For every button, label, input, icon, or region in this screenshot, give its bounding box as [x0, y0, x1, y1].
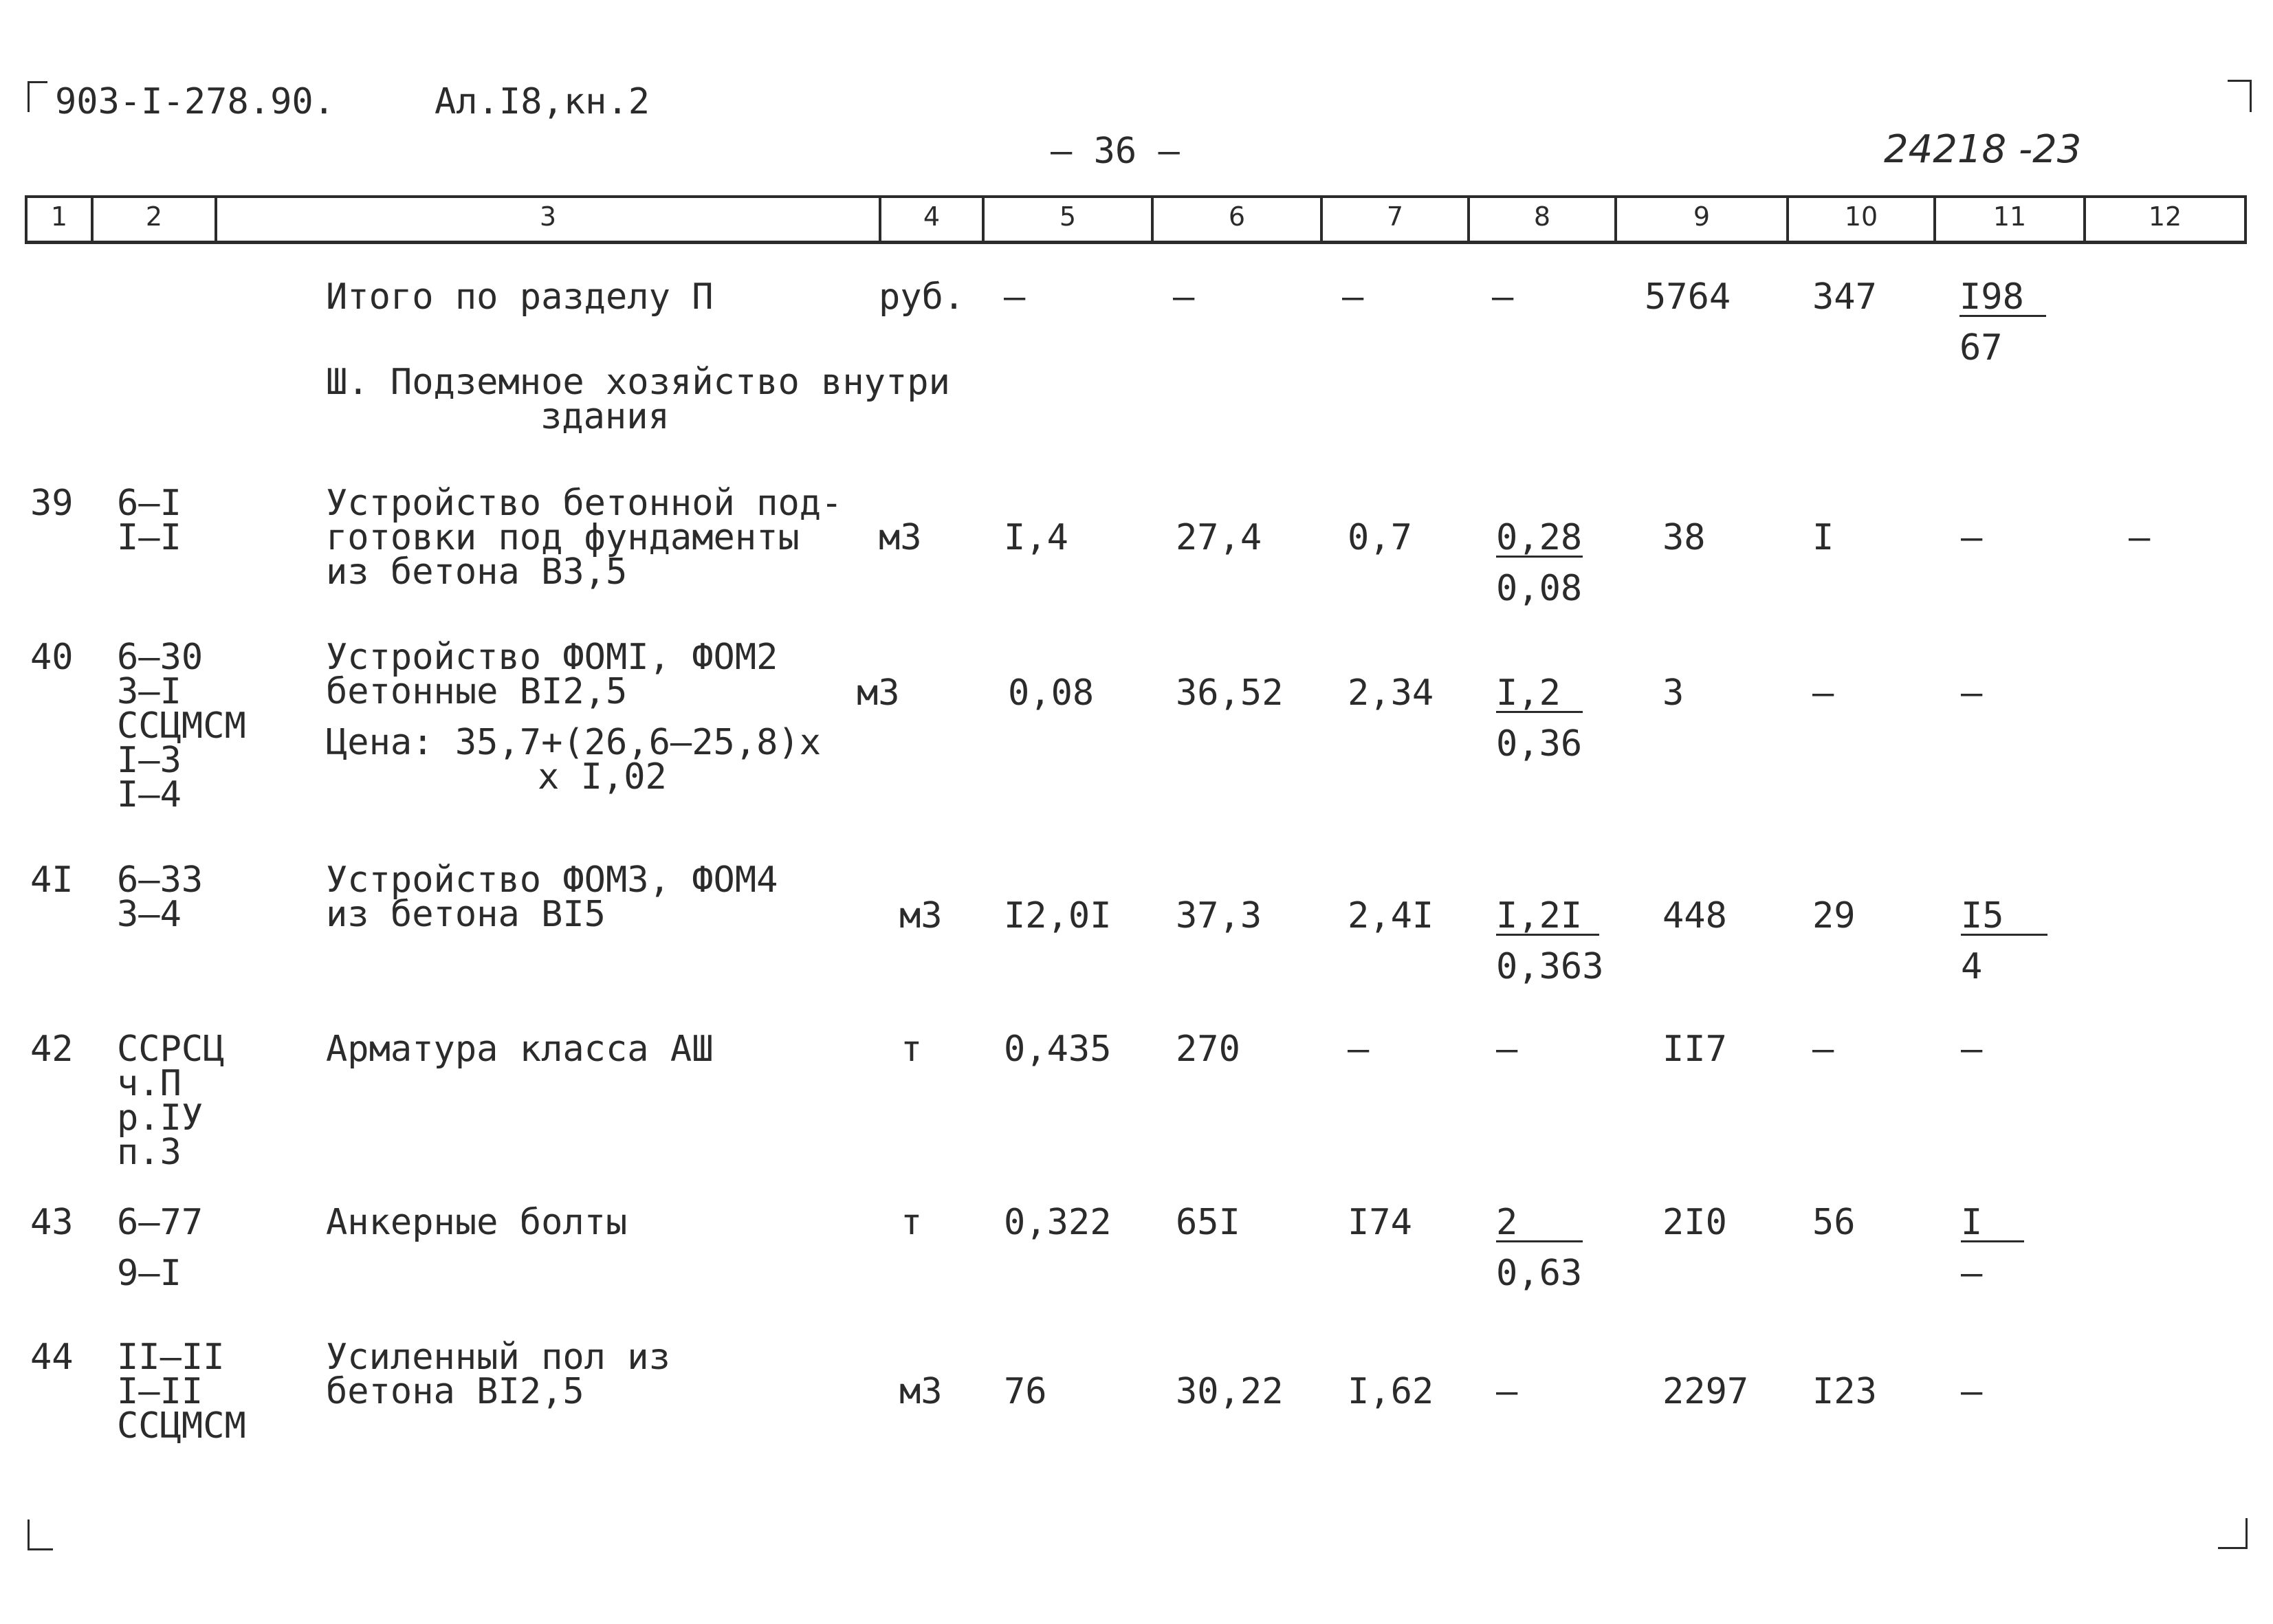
col-divider — [2244, 195, 2247, 243]
row-43-col10: 56 — [1812, 1202, 1856, 1243]
row-42-col5: 0,435 — [1004, 1029, 1112, 1070]
row-42-col7: – — [1348, 1029, 1370, 1070]
row-40-col9: 3 — [1662, 672, 1684, 714]
column-header-3: 3 — [539, 201, 557, 232]
summary-col11-top: I98 — [1959, 279, 2046, 317]
row-39-code-line2: I–I — [117, 517, 182, 558]
row-39-desc-line3: из бетона В3,5 — [326, 551, 628, 593]
row-40-code-line4: I–3 — [117, 740, 182, 781]
row-41-unit: м3 — [899, 895, 943, 936]
row-40-code-line2: 3–I — [117, 671, 182, 712]
summary-col5: – — [1004, 276, 1026, 318]
column-header-12: 12 — [2148, 201, 2182, 232]
row-43-number: 43 — [30, 1202, 74, 1243]
row-39-desc-line1: Устройство бетонной под- — [326, 483, 843, 524]
column-header-10: 10 — [1844, 201, 1878, 232]
row-42-col8: – — [1496, 1029, 1518, 1070]
row-44-col7: I,62 — [1348, 1371, 1434, 1412]
row-39-col9: 38 — [1662, 517, 1706, 558]
row-41-number: 4I — [30, 859, 74, 901]
row-40-price-line1: Цена: 35,7+(26,6–25,8)х — [326, 722, 822, 763]
row-44-col5: 76 — [1004, 1371, 1047, 1412]
row-40-code-line1: 6–30 — [117, 637, 204, 678]
row-42-desc-line1: Арматура класса АШ — [326, 1029, 714, 1070]
row-42-code-line4: п.3 — [117, 1132, 182, 1173]
row-44-col9: 2297 — [1662, 1371, 1749, 1412]
summary-col10: 347 — [1812, 276, 1877, 318]
row-41-col6: 37,3 — [1176, 895, 1262, 936]
summary-col11-bottom: 67 — [1959, 327, 2003, 369]
row-42-col9: II7 — [1662, 1029, 1727, 1070]
row-44-col8: – — [1496, 1371, 1518, 1412]
row-43-col9: 2I0 — [1662, 1202, 1727, 1243]
row-41-col9: 448 — [1662, 895, 1727, 936]
row-40-number: 40 — [30, 637, 74, 678]
column-header-2: 2 — [145, 201, 163, 232]
row-39-desc-line2: готовки под фундаменты — [326, 517, 800, 558]
row-42-col10: – — [1812, 1029, 1834, 1070]
column-header-1: 1 — [50, 201, 68, 232]
row-43-col8-bottom: 0,63 — [1496, 1253, 1583, 1294]
row-41-code-line1: 6–33 — [117, 859, 204, 901]
row-41-col11-top: I5 — [1961, 898, 2047, 936]
row-39-col5: I,4 — [1004, 517, 1068, 558]
row-39-col10: I — [1812, 517, 1834, 558]
row-42-code-line3: р.IУ — [117, 1097, 204, 1139]
header-bottom-border — [25, 241, 2247, 244]
row-43-col6: 65I — [1176, 1202, 1240, 1243]
summary-col6: – — [1173, 276, 1195, 318]
row-40-col11: – — [1961, 672, 1983, 714]
row-43-code-line1: 6–77 — [117, 1202, 204, 1243]
summary-col7: – — [1342, 276, 1364, 318]
row-44-col6: 30,22 — [1176, 1371, 1284, 1412]
document-code: 903-I-278.90. — [55, 81, 335, 122]
row-42-number: 42 — [30, 1029, 74, 1070]
column-header-9: 9 — [1693, 201, 1711, 232]
page-number: — 36 — — [1051, 131, 1180, 172]
row-44-col11: – — [1961, 1371, 1983, 1412]
row-44-number: 44 — [30, 1337, 74, 1378]
row-40-col7: 2,34 — [1348, 672, 1434, 714]
column-header-11: 11 — [1992, 201, 2027, 232]
row-43-col7: I74 — [1348, 1202, 1412, 1243]
corner-mark-top-left — [28, 81, 47, 112]
column-header-6: 6 — [1228, 201, 1246, 232]
corner-mark-bottom-right — [2218, 1518, 2248, 1549]
column-header-5: 5 — [1059, 201, 1077, 232]
row-42-code-line1: ССРСЦ — [117, 1029, 225, 1070]
row-40-desc-line2: бетонные ВI2,5 — [326, 671, 628, 712]
row-40-col6: 36,52 — [1176, 672, 1284, 714]
row-40-desc-line1: Устройство ФОМI, ФОМ2 — [326, 637, 778, 678]
row-39-col11: – — [1961, 517, 1983, 558]
row-40-code-line3: ССЦМСМ — [117, 705, 246, 747]
row-40-col8-bottom: 0,36 — [1496, 723, 1583, 765]
row-43-col11-bottom: – — [1961, 1253, 1983, 1294]
row-42-code-line2: ч.П — [117, 1063, 182, 1104]
row-44-desc-line2: бетона ВI2,5 — [326, 1371, 584, 1412]
row-39-code-line1: 6–I — [117, 483, 182, 524]
row-43-desc-line1: Анкерные болты — [326, 1202, 628, 1243]
row-43-col8-top: 2 — [1496, 1205, 1583, 1242]
row-43-col5: 0,322 — [1004, 1202, 1112, 1243]
row-40-unit: м3 — [857, 672, 900, 714]
handwritten-number: 24218 -23 — [1884, 127, 2082, 172]
row-44-code-line1: II–II — [117, 1337, 225, 1378]
corner-mark-bottom-left — [28, 1519, 53, 1550]
row-41-desc-line1: Устройство ФОМ3, ФОМ4 — [326, 859, 778, 901]
row-40-price-line2: х I,02 — [538, 756, 667, 798]
row-44-col10: I23 — [1812, 1371, 1877, 1412]
row-41-col5: I2,0I — [1004, 895, 1112, 936]
row-42-unit: т — [901, 1029, 923, 1070]
row-39-col12: – — [2129, 517, 2151, 558]
row-44-code-line3: ССЦМСМ — [117, 1405, 246, 1447]
row-41-col10: 29 — [1812, 895, 1856, 936]
row-41-col7: 2,4I — [1348, 895, 1434, 936]
summary-unit: руб. — [879, 276, 965, 318]
row-39-col8-bottom: 0,08 — [1496, 568, 1583, 609]
row-39-col6: 27,4 — [1176, 517, 1262, 558]
row-43-code-line2: 9–I — [117, 1253, 182, 1294]
row-44-code-line2: I–II — [117, 1371, 204, 1412]
row-41-col8-bottom: 0,363 — [1496, 946, 1604, 987]
row-39-col7: 0,7 — [1348, 517, 1412, 558]
sheet-reference: Ал.I8,кн.2 — [435, 81, 650, 122]
summary-label: Итого по разделу П — [326, 276, 714, 318]
header-top-border — [25, 195, 2247, 198]
row-43-col11-top: I — [1961, 1205, 2024, 1242]
row-41-desc-line2: из бетона ВI5 — [326, 894, 606, 935]
row-41-col11-bottom: 4 — [1961, 946, 1983, 987]
corner-mark-top-right — [2228, 80, 2252, 112]
summary-col9: 5764 — [1645, 276, 1731, 318]
row-41-code-line2: 3–4 — [117, 894, 182, 935]
row-43-unit: т — [901, 1202, 923, 1243]
row-39-number: 39 — [30, 483, 74, 524]
row-40-col8-top: I,2 — [1496, 675, 1583, 713]
summary-col8: – — [1492, 276, 1514, 318]
row-40-col5: 0,08 — [1008, 672, 1095, 714]
row-41-col8-top: I,2I — [1496, 898, 1599, 936]
section-heading-line1: Ш. Подземное хозяйство внутри — [326, 362, 950, 403]
row-42-col6: 270 — [1176, 1029, 1240, 1070]
row-42-col11: – — [1961, 1029, 1983, 1070]
column-header-8: 8 — [1533, 201, 1551, 232]
row-39-unit: м3 — [879, 517, 922, 558]
row-40-col10: – — [1812, 672, 1834, 714]
column-header-4: 4 — [923, 201, 941, 232]
column-header-7: 7 — [1386, 201, 1404, 232]
row-39-col8-top: 0,28 — [1496, 517, 1583, 558]
row-44-desc-line1: Усиленный пол из — [326, 1337, 670, 1378]
row-40-code-line5: I–4 — [117, 774, 182, 815]
row-44-unit: м3 — [899, 1371, 943, 1412]
section-heading-line2: здания — [540, 396, 670, 437]
